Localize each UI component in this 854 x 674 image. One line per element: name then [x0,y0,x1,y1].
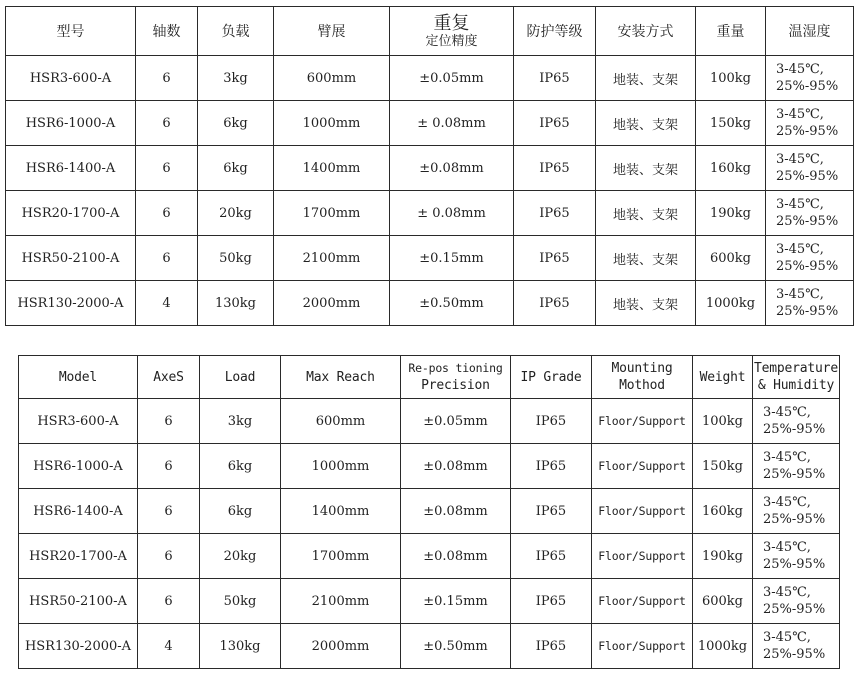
cell-temperature: 3-45℃, [763,585,811,600]
cell-temperature: 3-45℃, [763,405,811,420]
cell-mount: Floor/Support [592,399,693,444]
cell-weight: 600kg [696,236,766,281]
cell-weight: 600kg [693,579,753,624]
header-reach: 臂展 [274,7,390,56]
cell-load: 130kg [198,281,274,326]
header-model: Model [19,356,138,399]
cell-mount: 地装、支架 [596,281,696,326]
table-row [6,101,854,146]
cell-env [766,281,854,326]
cell-ip: IP65 [514,191,596,236]
cell-env [766,56,854,101]
cell-load: 20kg [200,534,281,579]
spec-table-chinese [5,6,854,326]
table-row [6,236,854,281]
cell-humidity: 25%-95% [763,647,826,662]
header-env-line1: Temperature [754,361,838,376]
cell-ip: IP65 [511,444,592,489]
cell-load: 50kg [198,236,274,281]
cell-env [766,191,854,236]
table-row [19,624,840,669]
cell-ip: IP65 [511,624,592,669]
cell-humidity: 25%-95% [763,512,826,527]
header-precision [401,356,511,399]
cell-mount: Floor/Support [592,444,693,489]
cell-model: HSR6-1400-A [6,146,136,191]
cell-axes: 6 [136,56,198,101]
header-weight: Weight [693,356,753,399]
cell-precision: ± 0.08mm [390,191,514,236]
cell-axes: 6 [136,236,198,281]
cell-weight: 160kg [696,146,766,191]
table-row [19,579,840,624]
header-precision-sub: 定位精度 [425,33,478,49]
cell-mount: 地装、支架 [596,236,696,281]
cell-humidity: 25%-95% [776,124,839,139]
cell-env [766,101,854,146]
cell-temperature: 3-45℃, [776,107,824,122]
cell-env [766,146,854,191]
cell-reach: 1000mm [274,101,390,146]
table-row [19,489,840,534]
cell-reach: 2100mm [274,236,390,281]
cell-reach: 2100mm [281,579,401,624]
table-row [6,56,854,101]
cell-reach: 600mm [281,399,401,444]
cell-humidity: 25%-95% [763,422,826,437]
cell-mount: 地装、支架 [596,146,696,191]
cell-axes: 4 [136,281,198,326]
header-ip: IP Grade [511,356,592,399]
header-mount [592,356,693,399]
cell-precision: ±0.50mm [390,281,514,326]
cell-axes: 6 [138,399,200,444]
table-row [19,444,840,489]
cell-mount: Floor/Support [592,624,693,669]
cell-weight: 160kg [693,489,753,534]
cell-humidity: 25%-95% [776,259,839,274]
header-ip: 防护等级 [514,7,596,56]
cell-axes: 6 [136,146,198,191]
header-axes: 轴数 [136,7,198,56]
cell-model: HSR3-600-A [6,56,136,101]
cell-ip: IP65 [514,101,596,146]
cell-weight: 100kg [693,399,753,444]
cell-precision: ±0.50mm [401,624,511,669]
header-load: 负载 [198,7,274,56]
header-mount-line1: Mounting [611,361,673,376]
cell-precision: ±0.08mm [390,146,514,191]
cell-ip: IP65 [511,489,592,534]
header-row [6,7,854,56]
cell-ip: IP65 [511,579,592,624]
header-weight: 重量 [696,7,766,56]
cell-ip: IP65 [514,236,596,281]
cell-precision: ±0.08mm [401,534,511,579]
table-row [19,534,840,579]
cell-env [753,489,840,534]
cell-temperature: 3-45℃, [763,450,811,465]
cell-precision: ±0.08mm [401,444,511,489]
cell-precision: ± 0.08mm [390,101,514,146]
cell-mount: 地装、支架 [596,56,696,101]
cell-humidity: 25%-95% [776,169,839,184]
cell-model: HSR130-2000-A [6,281,136,326]
cell-weight: 1000kg [693,624,753,669]
cell-model: HSR6-1000-A [6,101,136,146]
cell-env [753,399,840,444]
cell-reach: 2000mm [281,624,401,669]
cell-ip: IP65 [514,281,596,326]
cell-humidity: 25%-95% [763,467,826,482]
header-mount: 安装方式 [596,7,696,56]
header-precision-main: 重复 [433,12,470,34]
table-row [6,146,854,191]
cell-temperature: 3-45℃, [776,287,824,302]
cell-weight: 190kg [696,191,766,236]
cell-axes: 6 [136,191,198,236]
cell-ip: IP65 [511,399,592,444]
cell-mount: Floor/Support [592,489,693,534]
cell-humidity: 25%-95% [776,304,839,319]
cell-humidity: 25%-95% [763,602,826,617]
cell-weight: 150kg [696,101,766,146]
cell-precision: ±0.15mm [401,579,511,624]
cell-load: 6kg [198,146,274,191]
cell-weight: 100kg [696,56,766,101]
cell-model: HSR20-1700-A [19,534,138,579]
cell-ip: IP65 [511,534,592,579]
cell-model: HSR6-1400-A [19,489,138,534]
cell-temperature: 3-45℃, [776,62,824,77]
header-model: 型号 [6,7,136,56]
cell-reach: 1400mm [281,489,401,534]
header-reach: Max Reach [281,356,401,399]
table-row [6,281,854,326]
cell-ip: IP65 [514,146,596,191]
cell-load: 3kg [200,399,281,444]
cell-load: 6kg [200,489,281,534]
cell-model: HSR50-2100-A [6,236,136,281]
table-row [6,191,854,236]
cell-model: HSR6-1000-A [19,444,138,489]
header-precision-line2: Precision [421,378,490,393]
cell-model: HSR130-2000-A [19,624,138,669]
cell-weight: 1000kg [696,281,766,326]
header-mount-line2: Mothod [619,378,665,393]
cell-mount: Floor/Support [592,579,693,624]
cell-mount: 地装、支架 [596,191,696,236]
header-env: 温湿度 [766,7,854,56]
cell-reach: 1700mm [281,534,401,579]
cell-reach: 1400mm [274,146,390,191]
cell-model: HSR50-2100-A [19,579,138,624]
cell-mount: Floor/Support [592,534,693,579]
cell-reach: 1000mm [281,444,401,489]
cell-load: 130kg [200,624,281,669]
cell-ip: IP65 [514,56,596,101]
table-row [19,399,840,444]
cell-axes: 6 [138,444,200,489]
cell-load: 6kg [200,444,281,489]
cell-env [766,236,854,281]
cell-humidity: 25%-95% [776,79,839,94]
cell-precision: ±0.15mm [390,236,514,281]
cell-load: 50kg [200,579,281,624]
cell-load: 20kg [198,191,274,236]
cell-env [753,624,840,669]
cell-temperature: 3-45℃, [776,152,824,167]
cell-axes: 6 [138,489,200,534]
cell-axes: 6 [138,534,200,579]
header-env [753,356,840,399]
header-axes: AxeS [138,356,200,399]
cell-mount: 地装、支架 [596,101,696,146]
cell-env [753,579,840,624]
cell-reach: 2000mm [274,281,390,326]
cell-weight: 190kg [693,534,753,579]
cell-axes: 4 [138,624,200,669]
cell-humidity: 25%-95% [776,214,839,229]
cell-temperature: 3-45℃, [763,630,811,645]
header-load: Load [200,356,281,399]
spec-table-english [18,355,840,669]
cell-precision: ±0.05mm [401,399,511,444]
cell-weight: 150kg [693,444,753,489]
cell-reach: 1700mm [274,191,390,236]
cell-reach: 600mm [274,56,390,101]
cell-env [753,444,840,489]
cell-model: HSR3-600-A [19,399,138,444]
cell-temperature: 3-45℃, [763,540,811,555]
cell-load: 6kg [198,101,274,146]
cell-humidity: 25%-95% [763,557,826,572]
cell-precision: ±0.05mm [390,56,514,101]
header-precision [390,7,514,56]
cell-env [753,534,840,579]
cell-load: 3kg [198,56,274,101]
cell-temperature: 3-45℃, [763,495,811,510]
cell-temperature: 3-45℃, [776,242,824,257]
cell-temperature: 3-45℃, [776,197,824,212]
cell-model: HSR20-1700-A [6,191,136,236]
header-precision-line1: Re-pos tioning [408,361,503,375]
header-env-line2: & Humidity [757,378,835,393]
header-row [19,356,840,399]
cell-axes: 6 [136,101,198,146]
cell-precision: ±0.08mm [401,489,511,534]
cell-axes: 6 [138,579,200,624]
